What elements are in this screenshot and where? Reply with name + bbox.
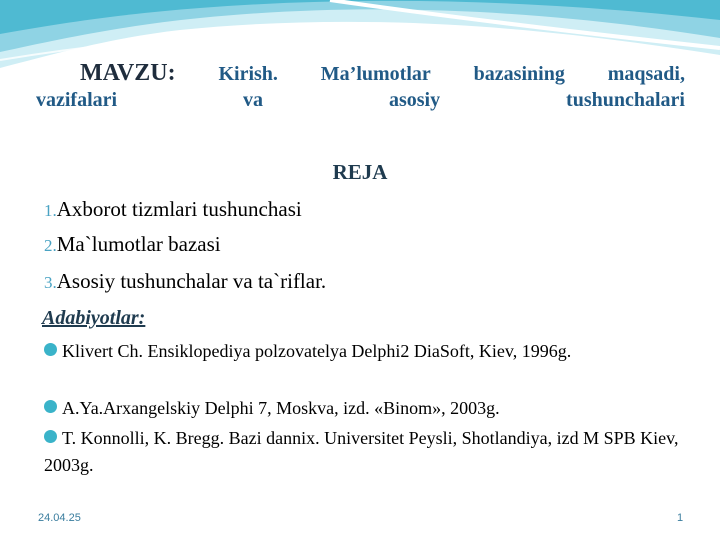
plan-item xyxy=(44,232,221,257)
footer-page-number: 1 xyxy=(677,512,684,524)
title-prefix: MAVZU: xyxy=(80,60,176,86)
literature-item xyxy=(44,338,684,365)
bullet-icon xyxy=(44,430,57,443)
literature-item xyxy=(44,425,684,479)
plan-item-text: Asosiy tushunchalar va ta`riflar. xyxy=(56,269,327,293)
title-word: vazifalari xyxy=(36,89,118,111)
literature-item-text: T. Konnolli, K. Bregg. Bazi dannix. Universitet Peysli, Shotlandiya, izd M SPB Kiev, 2003g. xyxy=(44,428,679,475)
plan-item xyxy=(44,269,326,294)
bullet-icon xyxy=(44,400,57,413)
plan-item-number: 2. xyxy=(44,236,57,255)
title-line-1 xyxy=(36,58,685,88)
plan-item-number: 3. xyxy=(44,273,57,292)
literature-heading: Adabiyotlar: xyxy=(42,307,146,329)
title-word: maqsadi, xyxy=(607,63,685,85)
footer-date: 24.04.25 xyxy=(38,512,81,524)
title-word: asosiy xyxy=(388,89,441,111)
title-word: va xyxy=(243,89,264,111)
title-word: Kirish. xyxy=(218,63,278,85)
plan-item-text: Axborot tizmlari tushunchasi xyxy=(56,197,302,221)
title-line-2 xyxy=(36,88,685,113)
literature-item-text: Klivert Ch. Ensiklopediya polzovatelya Delphi2 DiaSoft, Kiev, 1996g. xyxy=(62,341,572,361)
literature-item xyxy=(44,395,684,422)
slide-title xyxy=(36,58,685,113)
title-word: Ma’lumotlar xyxy=(320,63,431,85)
title-word: bazasining xyxy=(473,63,565,85)
literature-item-text: A.Ya.Arxangelskiy Delphi 7, Moskva, izd. «Binom», 2003g. xyxy=(62,398,500,418)
plan-item xyxy=(44,197,302,222)
plan-heading: REJA xyxy=(332,160,388,184)
plan-item-number: 1. xyxy=(44,201,57,220)
title-word: tushunchalari xyxy=(566,89,685,111)
bullet-icon xyxy=(44,343,57,356)
plan-item-text: Ma`lumotlar bazasi xyxy=(56,232,221,256)
